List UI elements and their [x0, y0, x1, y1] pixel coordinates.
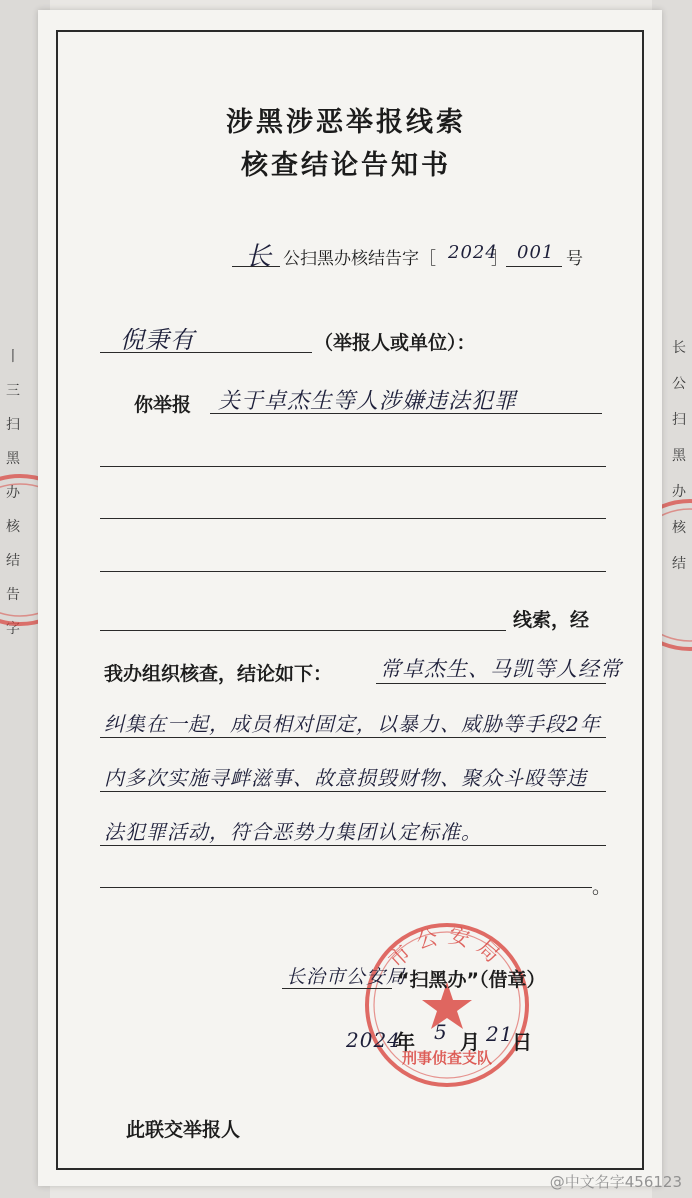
- report-underline-5: [100, 630, 506, 631]
- report-content-handwritten: 关于卓杰生等人涉嫌违法犯罪: [218, 389, 518, 414]
- conclusion-underline-1: [376, 683, 606, 684]
- conclusion-line3-handwritten: 内多次实施寻衅滋事、故意损毁财物、聚众斗殴等违: [104, 766, 587, 790]
- document-border: [56, 30, 644, 1170]
- footer-note: 此联交举报人: [126, 1119, 241, 1141]
- issuer-printed: “扫黑办”（借章）: [397, 969, 546, 991]
- stamp-arc-text: 市公安局: [383, 923, 511, 973]
- recipient-underline: [100, 352, 312, 353]
- stamp-bottom-text: 刑事侦查支队: [401, 1049, 493, 1067]
- doc-bracket-close: ］: [491, 249, 508, 269]
- recipient-name-handwritten: 倪秉有: [120, 326, 195, 354]
- date-month-handwritten: 5: [434, 1020, 448, 1044]
- report-underline-2: [100, 466, 606, 467]
- date-year-unit: 年: [395, 1030, 415, 1054]
- recipient-label: （举报人或单位）：: [314, 332, 476, 354]
- date-day-handwritten: 21: [486, 1022, 514, 1046]
- adjacent-sheet-text-left: 丨 三 扫 黑 办 核 结 告 字: [6, 349, 20, 637]
- doc-serial-underline: [506, 266, 562, 267]
- document-title-line2: 核查结论告知书: [241, 150, 451, 181]
- clue-label: 线索，经: [513, 609, 590, 631]
- watermark: @中文名字456123: [549, 1173, 682, 1191]
- conclusion-underline-5: [100, 887, 592, 888]
- adjacent-sheet-text-right: 长 公 扫 黑 办 核 结: [672, 340, 686, 572]
- conclusion-end-mark: 。: [592, 876, 612, 898]
- date-year-handwritten: 2024: [346, 1028, 401, 1052]
- issuer-org-handwritten: 长治市公安局: [286, 966, 407, 988]
- date-month-unit: 月: [460, 1030, 480, 1054]
- report-underline-4: [100, 571, 606, 572]
- official-seal-stamp: [362, 920, 532, 1090]
- conclusion-line4-handwritten: 法犯罪活动，符合恶势力集团认定标准。: [104, 820, 482, 844]
- conclusion-line1-handwritten: 常卓杰生、马凯等人经常: [380, 657, 622, 681]
- doc-number-printed: 公扫黑办核结告字［: [283, 249, 436, 269]
- conclusion-underline-2: [100, 737, 606, 738]
- conclusion-label: 我办组织核查，结论如下：: [104, 663, 333, 685]
- doc-serial-handwritten: 001: [517, 242, 555, 263]
- date-day-unit: 日: [512, 1030, 532, 1054]
- doc-prefix-handwritten: 长: [245, 242, 273, 272]
- doc-year-handwritten: 2024: [448, 242, 498, 263]
- conclusion-underline-3: [100, 791, 606, 792]
- conclusion-line2-handwritten: 纠集在一起，成员相对固定，以暴力、威胁等手段2年: [104, 712, 601, 736]
- document-title-line1: 涉黑涉恶举报线索: [226, 107, 466, 138]
- report-label: 你举报: [134, 394, 192, 416]
- report-underline-3: [100, 518, 606, 519]
- doc-number-suffix: 号: [566, 249, 583, 269]
- issuer-underline: [282, 988, 392, 989]
- conclusion-underline-4: [100, 845, 606, 846]
- doc-prefix-underline: [232, 266, 280, 267]
- report-underline-1: [210, 413, 602, 414]
